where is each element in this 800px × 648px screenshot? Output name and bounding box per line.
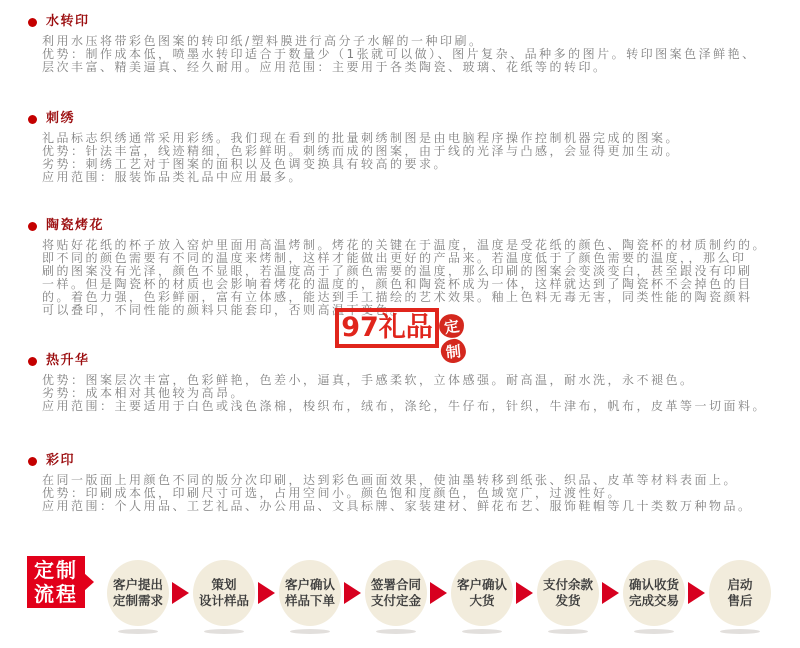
body-line: 礼品标志织绣通常采用彩绣。我们现在看到的批量刺绣制图是由电脑程序操作控制机器完成的图案。 — [42, 131, 681, 145]
step-label-line1: 启动 — [727, 577, 753, 592]
bullet-icon — [28, 357, 37, 366]
body-line: 将贴好花纸的杯子放入窑炉里面用高温烤制。烤花的关键在于温度，温度是受花纸的颜色、陶瓷杯的材质制约的。 — [42, 238, 768, 252]
body-line: 劣势：刺绣工艺对于图案的面积以及色调变换具有较高的要求。 — [42, 157, 449, 171]
body-line: 刷的图案没有光泽，颜色不显眼，若温度高于了颜色需要的温度，那么印刷的图案会变淡变白，甚至跟没有印刷 — [42, 264, 753, 278]
section-ceramic-baking — [28, 219, 767, 317]
flow-step-design-sample — [193, 560, 255, 626]
section-body — [42, 239, 767, 317]
body-line: 应用范围：个人用品、工艺礼品、办公用品、文具标牌、家装建材、鲜花布艺、服饰鞋帽等几十类数万种物品。 — [42, 499, 753, 513]
flow-arrow-icon — [172, 582, 189, 604]
body-line: 应用范围：服装饰品类礼品中应用最多。 — [42, 170, 304, 184]
section-body — [42, 374, 767, 413]
watermark-logo-text: 97礼品 — [341, 312, 433, 343]
section-embroidery — [28, 112, 680, 184]
step-label-line1: 签署合同 — [370, 577, 421, 592]
body-line: 优势：印刷成本低，印刷尺寸可选，占用空间小。颜色饱和度颜色，色域宽广，过渡性好。 — [42, 486, 623, 500]
section-body — [42, 132, 680, 184]
step-label-line2: 发货 — [555, 593, 581, 608]
body-line: 利用水压将带彩色图案的转印纸/塑料膜进行高分子水解的一种印刷。 — [42, 34, 484, 48]
step-label-line1: 策划 — [211, 577, 237, 592]
section-header — [28, 219, 767, 233]
section-header — [28, 112, 680, 126]
flow-step-sign-contract-deposit — [365, 560, 427, 626]
body-line: 优势：针法丰富，线迹精细，色彩鲜明。刺绣而成的图案，由于线的光泽与凸感，会显得更加生动。 — [42, 144, 681, 158]
flow-step-customer-request — [107, 560, 169, 626]
flow-step-confirm-bulk — [451, 560, 513, 626]
section-body — [42, 474, 753, 513]
section-body — [42, 35, 757, 74]
step-label-line2: 完成交易 — [628, 593, 679, 608]
bullet-icon — [28, 222, 37, 231]
seal-char-top: 定 — [437, 312, 465, 340]
section-title: 陶瓷烤花 — [46, 218, 105, 233]
flow-title-line1: 定制 — [34, 558, 78, 582]
step-label-line2: 定制需求 — [112, 593, 163, 608]
body-line: 优势：制作成本低，喷墨水转印适合于数量少（1张就可以做）、图片复杂、品种多的图片。转印图案色泽鲜艳、 — [42, 47, 757, 61]
section-water-transfer — [28, 15, 757, 74]
body-line: 优势：图案层次丰富，色彩鲜艳，色差小，逼真，手感柔软，立体感强。耐高温，耐水洗，永不褪色。 — [42, 373, 695, 387]
flow-step-pay-balance-ship — [537, 560, 599, 626]
bullet-icon — [28, 115, 37, 124]
section-title: 彩印 — [46, 453, 76, 468]
custom-seal-stamp-icon — [438, 313, 467, 365]
flow-arrow-icon — [602, 582, 619, 604]
step-label-line2: 支付定金 — [370, 593, 421, 608]
step-label-line2: 样品下单 — [284, 593, 335, 608]
step-label-line2: 售后 — [727, 593, 753, 608]
flow-arrow-icon — [430, 582, 447, 604]
flow-step-confirm-sample-order — [279, 560, 341, 626]
section-title: 刺绣 — [46, 111, 76, 126]
body-line: 的。着色力强，色彩鲜丽，富有立体感，能达到手工描绘的艺术效果。釉上色料无毒无害，同类性能的陶瓷颜料 — [42, 290, 753, 304]
bullet-icon — [28, 18, 37, 27]
body-line: 层次丰富、精美逼真、经久耐用。应用范围：主要用于各类陶瓷、玻璃、花纸等的转印。 — [42, 60, 608, 74]
flow-title-line2: 流程 — [34, 582, 78, 606]
flow-step-confirm-receipt — [623, 560, 685, 626]
flow-arrow-icon — [344, 582, 361, 604]
body-line: 劣势：成本相对其他较为高昂。 — [42, 386, 246, 400]
section-header — [28, 15, 757, 29]
step-label-line2: 设计样品 — [198, 593, 249, 608]
body-line: 一样。但是陶瓷杯的材质也会影响着烤花的温度的，颜色和陶瓷杯成为一体，这样就达到了陶瓷杯不会掉色的目 — [42, 277, 753, 291]
step-label-line1: 确认收货 — [628, 577, 679, 592]
step-label-line1: 客户确认 — [284, 577, 335, 592]
section-title: 热升华 — [46, 353, 90, 368]
section-title: 水转印 — [46, 14, 90, 29]
step-label-line1: 支付余款 — [542, 577, 593, 592]
body-line: 在同一版面上用颜色不同的版分次印刷，达到彩色画面效果，使油墨转移到纸张、织品、皮革等材料表面上。 — [42, 473, 739, 487]
section-color-printing — [28, 454, 753, 513]
section-header — [28, 354, 767, 368]
step-label-line1: 客户确认 — [456, 577, 507, 592]
flow-arrow-icon — [688, 582, 705, 604]
step-label-line1: 客户提出 — [112, 577, 163, 592]
body-line: 应用范围：主要适用于白色或浅色涤棉，梭织布，绒布，涤纶，牛仔布，针织，牛津布，帆布，皮革等一切面料。 — [42, 399, 768, 413]
flow-arrow-icon — [516, 582, 533, 604]
flow-arrow-icon — [258, 582, 275, 604]
section-heat-sublimation — [28, 354, 767, 413]
step-label-line2: 大货 — [469, 593, 495, 608]
watermark-logo — [335, 308, 439, 348]
body-line: 即不同的颜色需要有不同的温度来烤制，这样才能做出更好的产品来。若温度低于了颜色需要的温度，，那么印 — [42, 251, 747, 265]
body-line: 可以叠印，不同性能的颜料只能套印，否则高温下变色。 — [42, 303, 405, 317]
bullet-icon — [28, 457, 37, 466]
flow-step-after-sales — [709, 560, 771, 626]
seal-char-bottom: 制 — [440, 338, 467, 364]
section-header — [28, 454, 753, 468]
flow-title-badge — [27, 556, 85, 608]
